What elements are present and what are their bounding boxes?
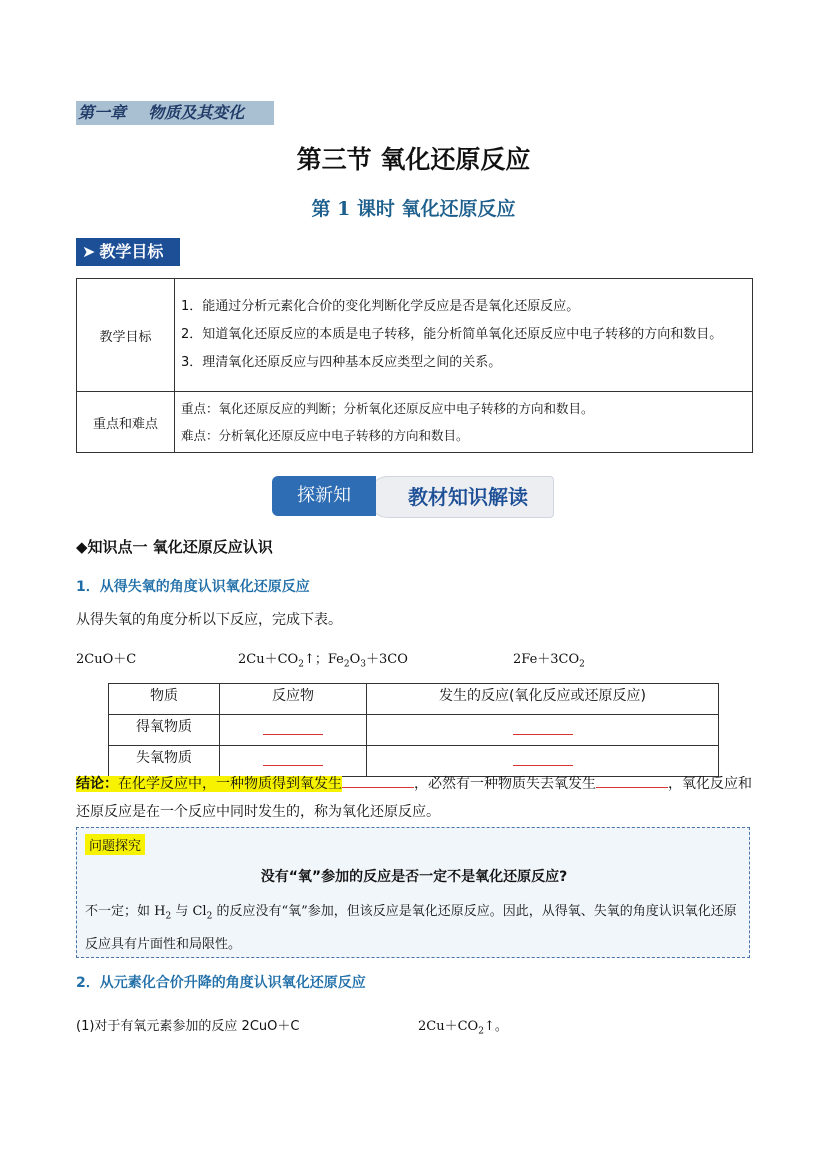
keypoints-content: [175, 392, 753, 453]
header-reactant: 反应物: [220, 684, 367, 715]
objectives-table: [76, 278, 753, 453]
equation-right: $2Fe+3CO_2$: [513, 652, 585, 670]
section-banner: [272, 474, 554, 520]
section-2-product: $2Cu+CO_2↑$。: [418, 1019, 508, 1037]
question-box: [76, 827, 750, 958]
header-substance: 物质: [109, 684, 220, 715]
section-1-intro: 从得失氧的角度分析以下反应，完成下表。: [76, 612, 342, 628]
fill-table: [108, 683, 719, 777]
objective-item: 2．知道氧化还原反应的本质是电子转移，能分析简单氧化还原反应中电子转移的方向和数目。: [181, 327, 723, 342]
objectives-content: [175, 279, 753, 392]
objectives-badge-label: 教学目标: [99, 242, 164, 261]
question-tag: 问题探究: [85, 834, 145, 855]
question-title: 没有“氧”参加的反应是否一定不是氧化还原反应?: [260, 869, 568, 885]
row-oxygen-gain: 得氧物质: [109, 715, 220, 746]
banner-right: 教材知识解读: [368, 476, 554, 518]
knowledge-point-heading: ◆知识点一 氧化还原反应认识: [76, 538, 273, 556]
blank-cell[interactable]: [367, 715, 719, 746]
section-title: 第三节 氧化还原反应: [296, 145, 531, 174]
keypoint-item: 难点：分析氧化还原反应中电子转移的方向和数目。: [181, 428, 469, 443]
banner-left: 探新知: [272, 476, 376, 516]
chapter-heading: 第一章 物质及其变化: [76, 101, 274, 125]
objective-item: 1．能通过分析元素化合价的变化判断化学反应是否是氧化还原反应。: [181, 299, 580, 314]
lesson-title: 第 1 课时 氧化还原反应: [311, 198, 516, 220]
keypoints-label: 重点和难点: [77, 392, 175, 453]
arrow-icon: ➤: [82, 242, 96, 261]
conclusion-label: 结论：: [76, 776, 118, 792]
blank-cell[interactable]: [220, 715, 367, 746]
conclusion: 结论：在化学反应中，一种物质得到氧发生 ，必然有一种物质失去氧发生 ，氧化反应和还原反应是在一个反应中同时发生的，称为氧化还原反应。: [76, 770, 756, 826]
equation-middle: $2Cu+CO_2↑$；$Fe_2O_3+3CO$: [238, 652, 408, 670]
equation-left: 2CuO＋C: [76, 652, 137, 667]
section-2-line: (1)对于有氧元素参加的反应 2CuO＋C: [76, 1019, 300, 1034]
objective-item: 3．理清氧化还原反应与四种基本反应类型之间的关系。: [181, 355, 502, 370]
objectives-label: 教学目标: [77, 279, 175, 392]
header-reaction: 发生的反应(氧化反应或还原反应): [367, 684, 719, 715]
blank[interactable]: [342, 771, 414, 788]
section-1-heading: 1．从得失氧的角度认识氧化还原反应: [76, 579, 310, 595]
section-2-heading: 2．从元素化合价升降的角度认识氧化还原反应: [76, 975, 366, 991]
blank[interactable]: [596, 771, 668, 788]
objectives-badge: [76, 238, 180, 266]
keypoint-item: 重点：氧化还原反应的判断；分析氧化还原反应中电子转移的方向和数目。: [181, 401, 594, 416]
row-oxygen-loss: 失氧物质: [109, 746, 220, 777]
question-body: 不一定；如 $H_2$ 与 $Cl_2$ 的反应没有“氧”参加，但该反应是氧化还原反应。因此，从得氧、失氧的角度认识氧化还原反应具有片面性和局限性。: [85, 904, 737, 952]
